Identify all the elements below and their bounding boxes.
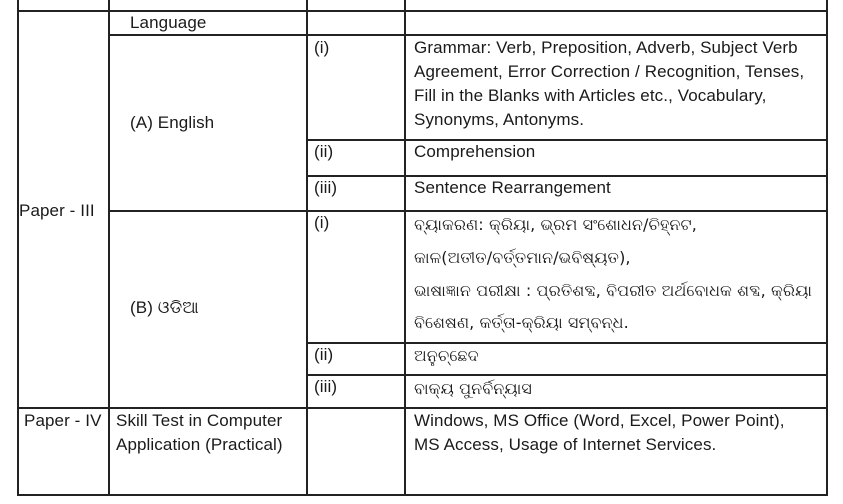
eng-item-2-text: Comprehension xyxy=(414,142,536,161)
eng-item-3-number: (iii) xyxy=(314,178,338,197)
col-right-border xyxy=(826,0,828,496)
col-paper-divider xyxy=(108,0,110,496)
col-left-border xyxy=(17,0,19,496)
odia-item-2-number: (ii) xyxy=(314,345,334,364)
odia-item-1-number: (i) xyxy=(314,213,330,232)
odia-item-1-line-4: ବିଶେଷଣ, କର୍ତ୍ତା-କ୍ରିୟା ସମ୍ବନ୍ଧ. xyxy=(414,313,629,332)
odia-subject-label: (B) ଓଡିଆ xyxy=(130,298,199,317)
rule-bottom xyxy=(17,494,827,496)
rule-after-eng-i xyxy=(306,139,827,141)
eng-item-1-line-4: Synonyms, Antonyms. xyxy=(414,110,585,129)
paper-4-content-line-1: Windows, MS Office (Word, Excel, Power Point), xyxy=(414,411,785,430)
paper-4-subject-line-2: Application (Practical) xyxy=(116,435,283,454)
eng-item-1-line-1: Grammar: Verb, Preposition, Adverb, Subject Verb xyxy=(414,38,798,57)
odia-item-1-line-2: କାଳ(ଅତୀତ/ବର୍ତ୍ତମାନ/ଭବିଷ୍ୟତ), xyxy=(414,248,631,267)
english-subject-label: (A) English xyxy=(130,113,215,132)
col-number-divider xyxy=(404,0,406,496)
language-label: Language xyxy=(130,13,207,32)
col-subject-divider xyxy=(306,0,308,496)
paper-4-content-line-2: MS Access, Usage of Internet Services. xyxy=(414,435,717,454)
eng-item-3-text: Sentence Rearrangement xyxy=(414,178,611,197)
rule-after-odia-ii xyxy=(306,374,827,376)
rule-after-english xyxy=(108,210,827,212)
odia-item-1-line-3: ଭାଷାଜ୍ଞାନ ପରୀକ୍ଷା : ପ୍ରତିଶବ୍ଦ, ବିପରୀତ ଅର୍ଥବୋଧକ ଶବ୍ଦ, କ୍ରିୟା xyxy=(414,281,813,300)
eng-item-1-number: (i) xyxy=(314,38,330,57)
paper-3-label: Paper - III xyxy=(19,201,95,220)
eng-item-1-line-2: Agreement, Error Correction / Recognition, Tenses, xyxy=(414,62,805,81)
odia-item-1-line-1: ବ୍ୟାକରଣ: କ୍ରିୟା, ଭ୍ରମ ସଂଶୋଧନ/ଚିହ୍ନଟ, xyxy=(414,215,697,234)
paper-4-subject-line-1: Skill Test in Computer xyxy=(116,411,283,430)
eng-item-1-line-3: Fill in the Blanks with Articles etc., Vocabulary, xyxy=(414,86,767,105)
eng-item-2-number: (ii) xyxy=(314,142,334,161)
odia-item-3-number: (iii) xyxy=(314,377,338,396)
rule-after-odia-i xyxy=(306,342,827,344)
odia-item-2-text: ଅନୁଚ୍ଛେଦ xyxy=(414,346,479,365)
paper-4-label: Paper - IV xyxy=(24,411,102,430)
odia-item-3-text: ବାକ୍ୟ ପୁନର୍ବିନ୍ୟାସ xyxy=(414,379,532,398)
